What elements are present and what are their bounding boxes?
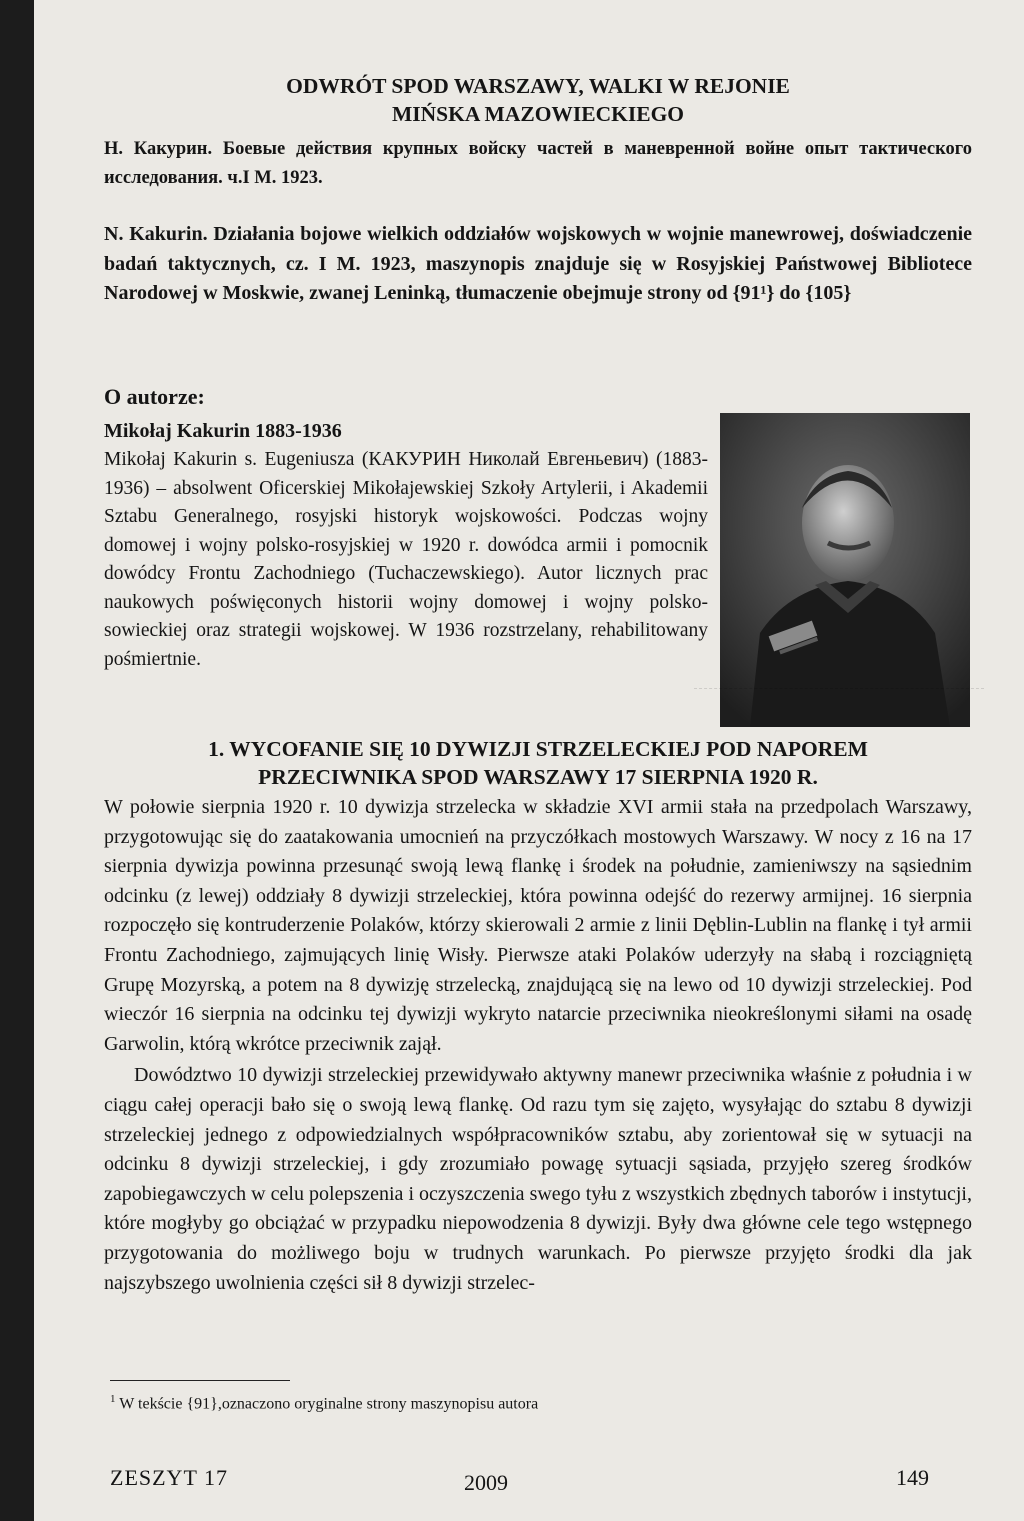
article-title-line2: MIŃSKA MAZOWIECKIEGO bbox=[391, 102, 685, 126]
reference-russian: Н. Какурин. Боевые действия крупных войску частей в маневренной войне опыт тактического исследования. ч.I М. 1923. bbox=[104, 139, 972, 188]
section-heading-line2: PRZECIWNIKA SPOD WARSZAWY 17 SIERPNIA 1920 R. bbox=[258, 765, 818, 789]
bleed-through-line bbox=[694, 688, 984, 690]
footnote-text: W tekście {91},oznaczono oryginalne strony maszynopisu autora bbox=[119, 1395, 539, 1413]
article-title-line1: ODWRÓT SPOD WARSZAWY, WALKI W REJONIE bbox=[286, 74, 790, 98]
portrait-illustration bbox=[720, 413, 970, 727]
reference-polish: N. Kakurin. Działania bojowe wielkich oddziałów wojskowych w wojnie manewrowej, doświadczenie badań taktycznych, cz. I M. 1923, maszynopis znajduje się w Rosyjskiej Państwowej Bibliotece Narodowej w Moskwie, zwanej Leninką, tłumaczenie obejmuje strony od {91¹} do {105} bbox=[104, 223, 972, 304]
footer-journal-issue: ZESZYT 17 bbox=[110, 1465, 228, 1490]
author-portrait bbox=[720, 413, 970, 727]
author-bio: Mikołaj Kakurin s. Eugeniusza (КАКУРИН Николай Евгеньевич) (1883-1936) – absolwent Oficerskiej Mikołajewskiej Szkoły Artylerii, i Akademii Sztabu Generalnego, rosyjski historyk wojskowości. Podczas wojny domowej i wojny polsko-rosyjskiej w 1920 r. dowódca armii i pomocnik dowódcy Frontu Zachodniego (Tuchaczewskiego). Autor licznych prac naukowych poświęconych historii wojny domowej i wojny polsko-sowieckiej oraz strategii wojskowej. W 1936 rozstrzelany, rehabilitowany pośmiertnie. bbox=[104, 449, 708, 670]
body-text bbox=[104, 793, 972, 1298]
page bbox=[34, 0, 1024, 1521]
footnote-mark: 1 bbox=[110, 1393, 116, 1405]
article-title bbox=[104, 72, 972, 128]
footnote-rule bbox=[110, 1380, 290, 1381]
footnote bbox=[110, 1388, 538, 1415]
paragraph: W połowie sierpnia 1920 r. 10 dywizja strzelecka w składzie XVI armii stała na przedpolach Warszawy, przygotowując się do zaatakowania umocnień na przyczółkach mostowych Warszawy. W nocy z 16 na 17 sierpnia dywizja powinna przesunąć swoją lewą flankę i środek na południe, zamieniwszy na sąsiednim odcinku (z lewej) oddziały 8 dywizji strzeleckiej, która powinna odejść do rezerwy armijnej. 16 sierpnia rozpoczęło się kontruderzenie Polaków, którzy skierowali 2 armie z linii Dęblin-Lublin na flankę i tył armii Frontu Zachodniego, zajmujących linię Wisły. Pierwsze ataki Polaków uderzyły na słabą i rozciągniętą Grupę Mozyrską, a potem na 8 dywizję strzelecką, znajdującą się na lewo od 10 dywizji strzeleckiej. Pod wieczór 16 sierpnia na odcinku tej dywizji wykryto natarcie przeciwnika nieokreślonymi siłami na osadę Garwolin, którą wkrótce przeciwnik zajął. bbox=[104, 796, 972, 1055]
author-heading: Mikołaj Kakurin 1883-1936 bbox=[104, 420, 342, 442]
page-number: 149 bbox=[896, 1465, 929, 1490]
section-heading bbox=[104, 735, 972, 791]
paragraph: Dowództwo 10 dywizji strzeleckiej przewidywało aktywny manewr przeciwnika właśnie z południa i w ciągu całej operacji bało się o swoją lewą flankę. Od razu tym się zajęto, wysyłając do sztabu 8 dywizji strzeleckiej jednego z odpowiedzialnych współpracowników sztabu, aby zorientował się w sytuacji na odcinku 8 dywizji strzeleckiej, i gdy zrozumiało powagę sytuacji sąsiada, przyjęło szereg środków zapobiegawczych w celu polepszenia i oczyszczenia swego tyłu z wszystkich zbędnych taborów i instytucji, które mogłyby go obciążać w przypadku niepowodzenia 8 dywizji. Były dwa główne cele tego wstępnego przygotowania do możliwego boju w trudnych warunkach. Po pierwsze przyjęto środki dla jak najszybszego uwolnienia części sił 8 dywizji strzelec- bbox=[104, 1064, 972, 1294]
footer-year: 2009 bbox=[464, 1470, 508, 1495]
about-heading: O autorze: bbox=[104, 384, 205, 409]
section-heading-line1: 1. WYCOFANIE SIĘ 10 DYWIZJI STRZELECKIEJ POD NAPOREM bbox=[208, 737, 868, 761]
